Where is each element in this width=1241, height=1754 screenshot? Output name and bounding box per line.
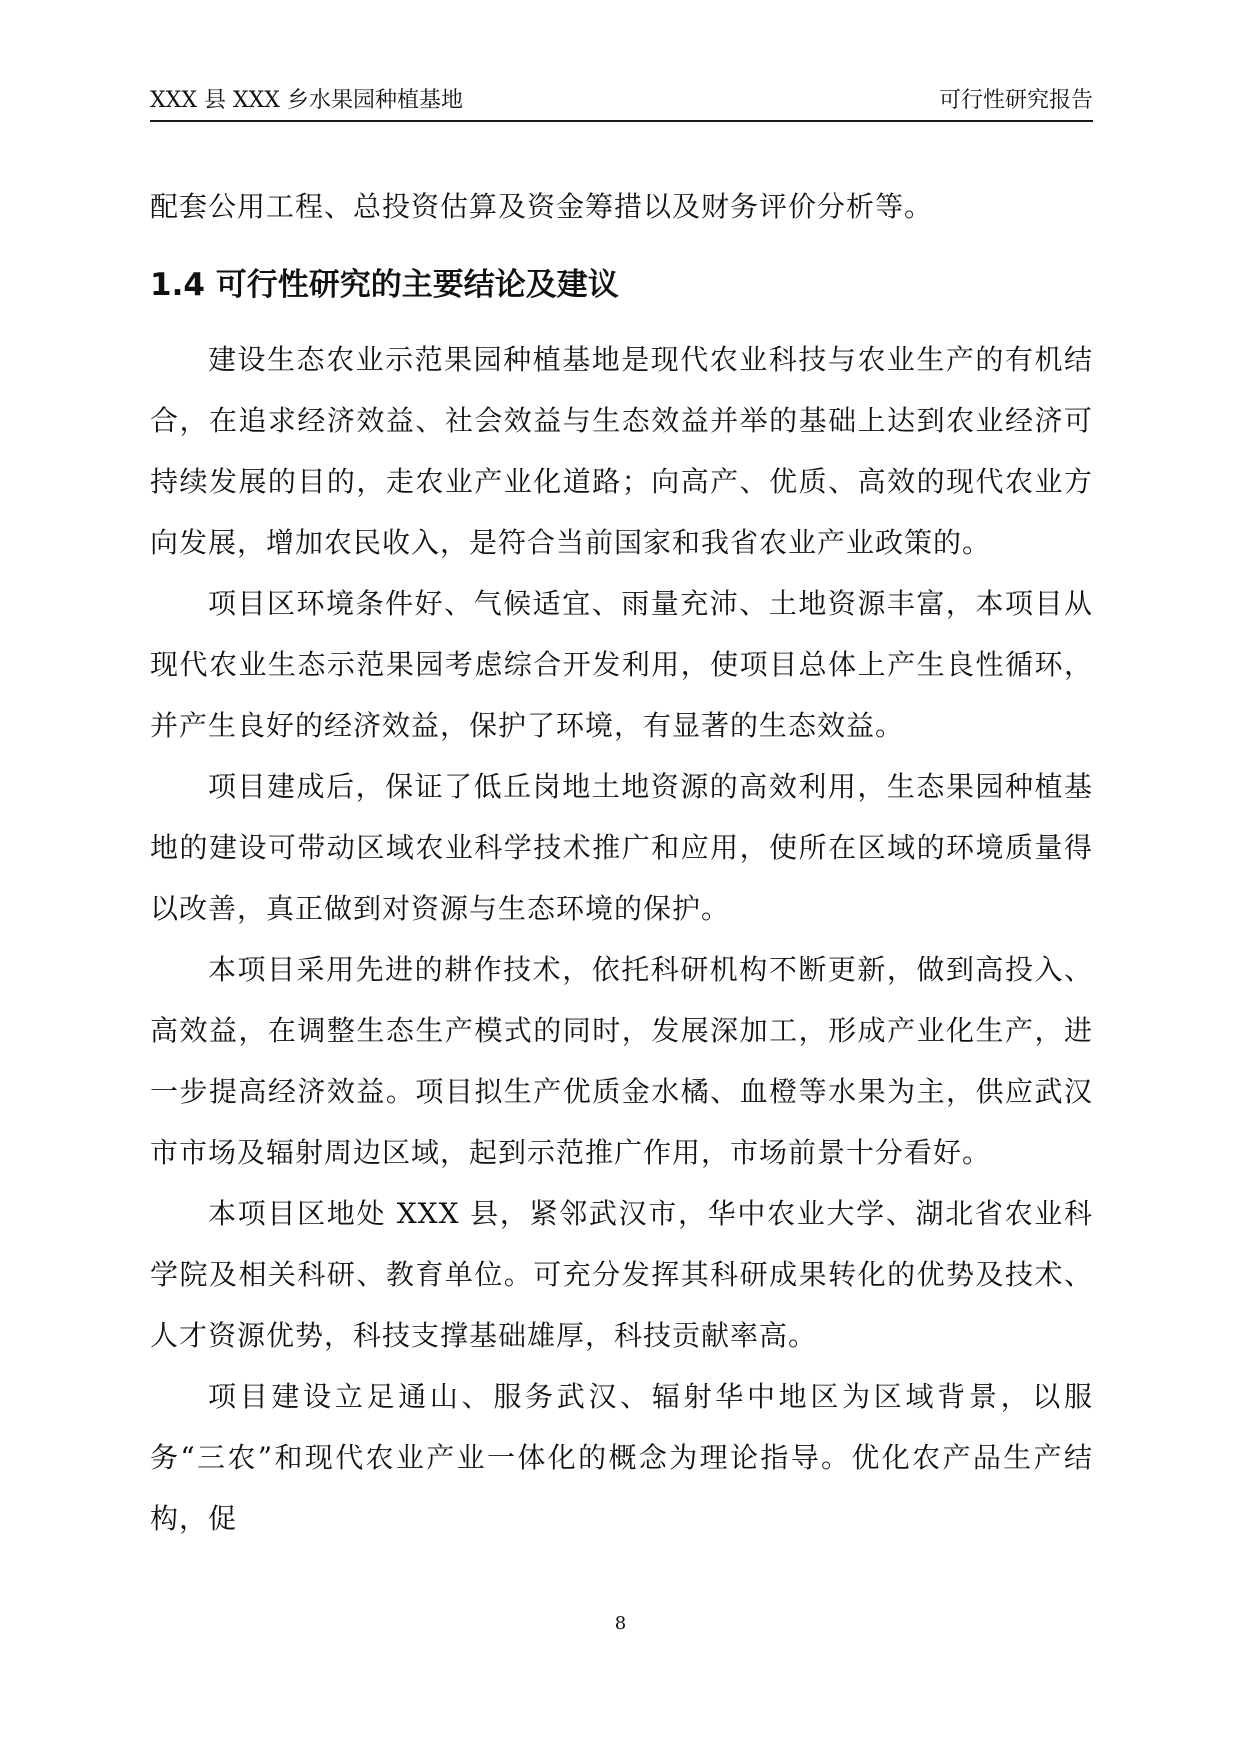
paragraph-conclusion-3: 项目建成后，保证了低丘岗地土地资源的高效利用，生态果园种植基地的建设可带动区域农业科学技术推广和应用，使所在区域的环境质量得以改善，真正做到对资源与生态环境的保护。 [150, 770, 1093, 925]
paragraph-conclusion-2: 项目区环境条件好、气候适宜、雨量充沛、土地资源丰富，本项目从现代农业生态示范果园考虑综合开发利用，使项目总体上产生良性循环，并产生良好的经济效益，保护了环境，有显著的生态效益。 [150, 587, 1093, 742]
page-number: 8 [614, 1613, 627, 1634]
section-heading: 1.4 可行性研究的主要结论及建议 [150, 267, 619, 303]
header-document-title: XXX 县 XXX 乡水果园种植基地 [150, 88, 463, 113]
paragraph-conclusion-4: 本项目采用先进的耕作技术，依托科研机构不断更新，做到高投入、高效益，在调整生态生产模式的同时，发展深加工，形成产业化生产，进一步提高经济效益。项目拟生产优质金水橘、血橙等水果为主，供应武汉市市场及辐射周边区域，起到示范推广作用，市场前景十分看好。 [150, 953, 1093, 1169]
header-report-type: 可行性研究报告 [938, 88, 1093, 113]
paragraph-conclusion-5: 本项目区地处 XXX 县，紧邻武汉市，华中农业大学、湖北省农业科学院及相关科研、教育单位。可充分发挥其科研成果转化的优势及技术、人才资源优势，科技支撑基础雄厚，科技贡献率高。 [150, 1197, 1093, 1352]
paragraph-conclusion-6: 项目建设立足通山、服务武汉、辐射华中地区为区域背景，以服务“三农”和现代农业产业一体化的概念为理论指导。优化农产品生产结构，促 [150, 1380, 1093, 1535]
lead-paragraph: 配套公用工程、总投资估算及资金筹措以及财务评价分析等。 [150, 190, 934, 223]
paragraph-conclusion-1: 建设生态农业示范果园种植基地是现代农业科技与农业生产的有机结合，在追求经济效益、社会效益与生态效益并举的基础上达到农业经济可持续发展的目的，走农业产业化道路；向高产、优质、高效的现代农业方向发展，增加农民收入，是符合当前国家和我省农业产业政策的。 [150, 343, 1093, 559]
page-header [150, 86, 1093, 122]
document-body [150, 176, 1093, 1549]
